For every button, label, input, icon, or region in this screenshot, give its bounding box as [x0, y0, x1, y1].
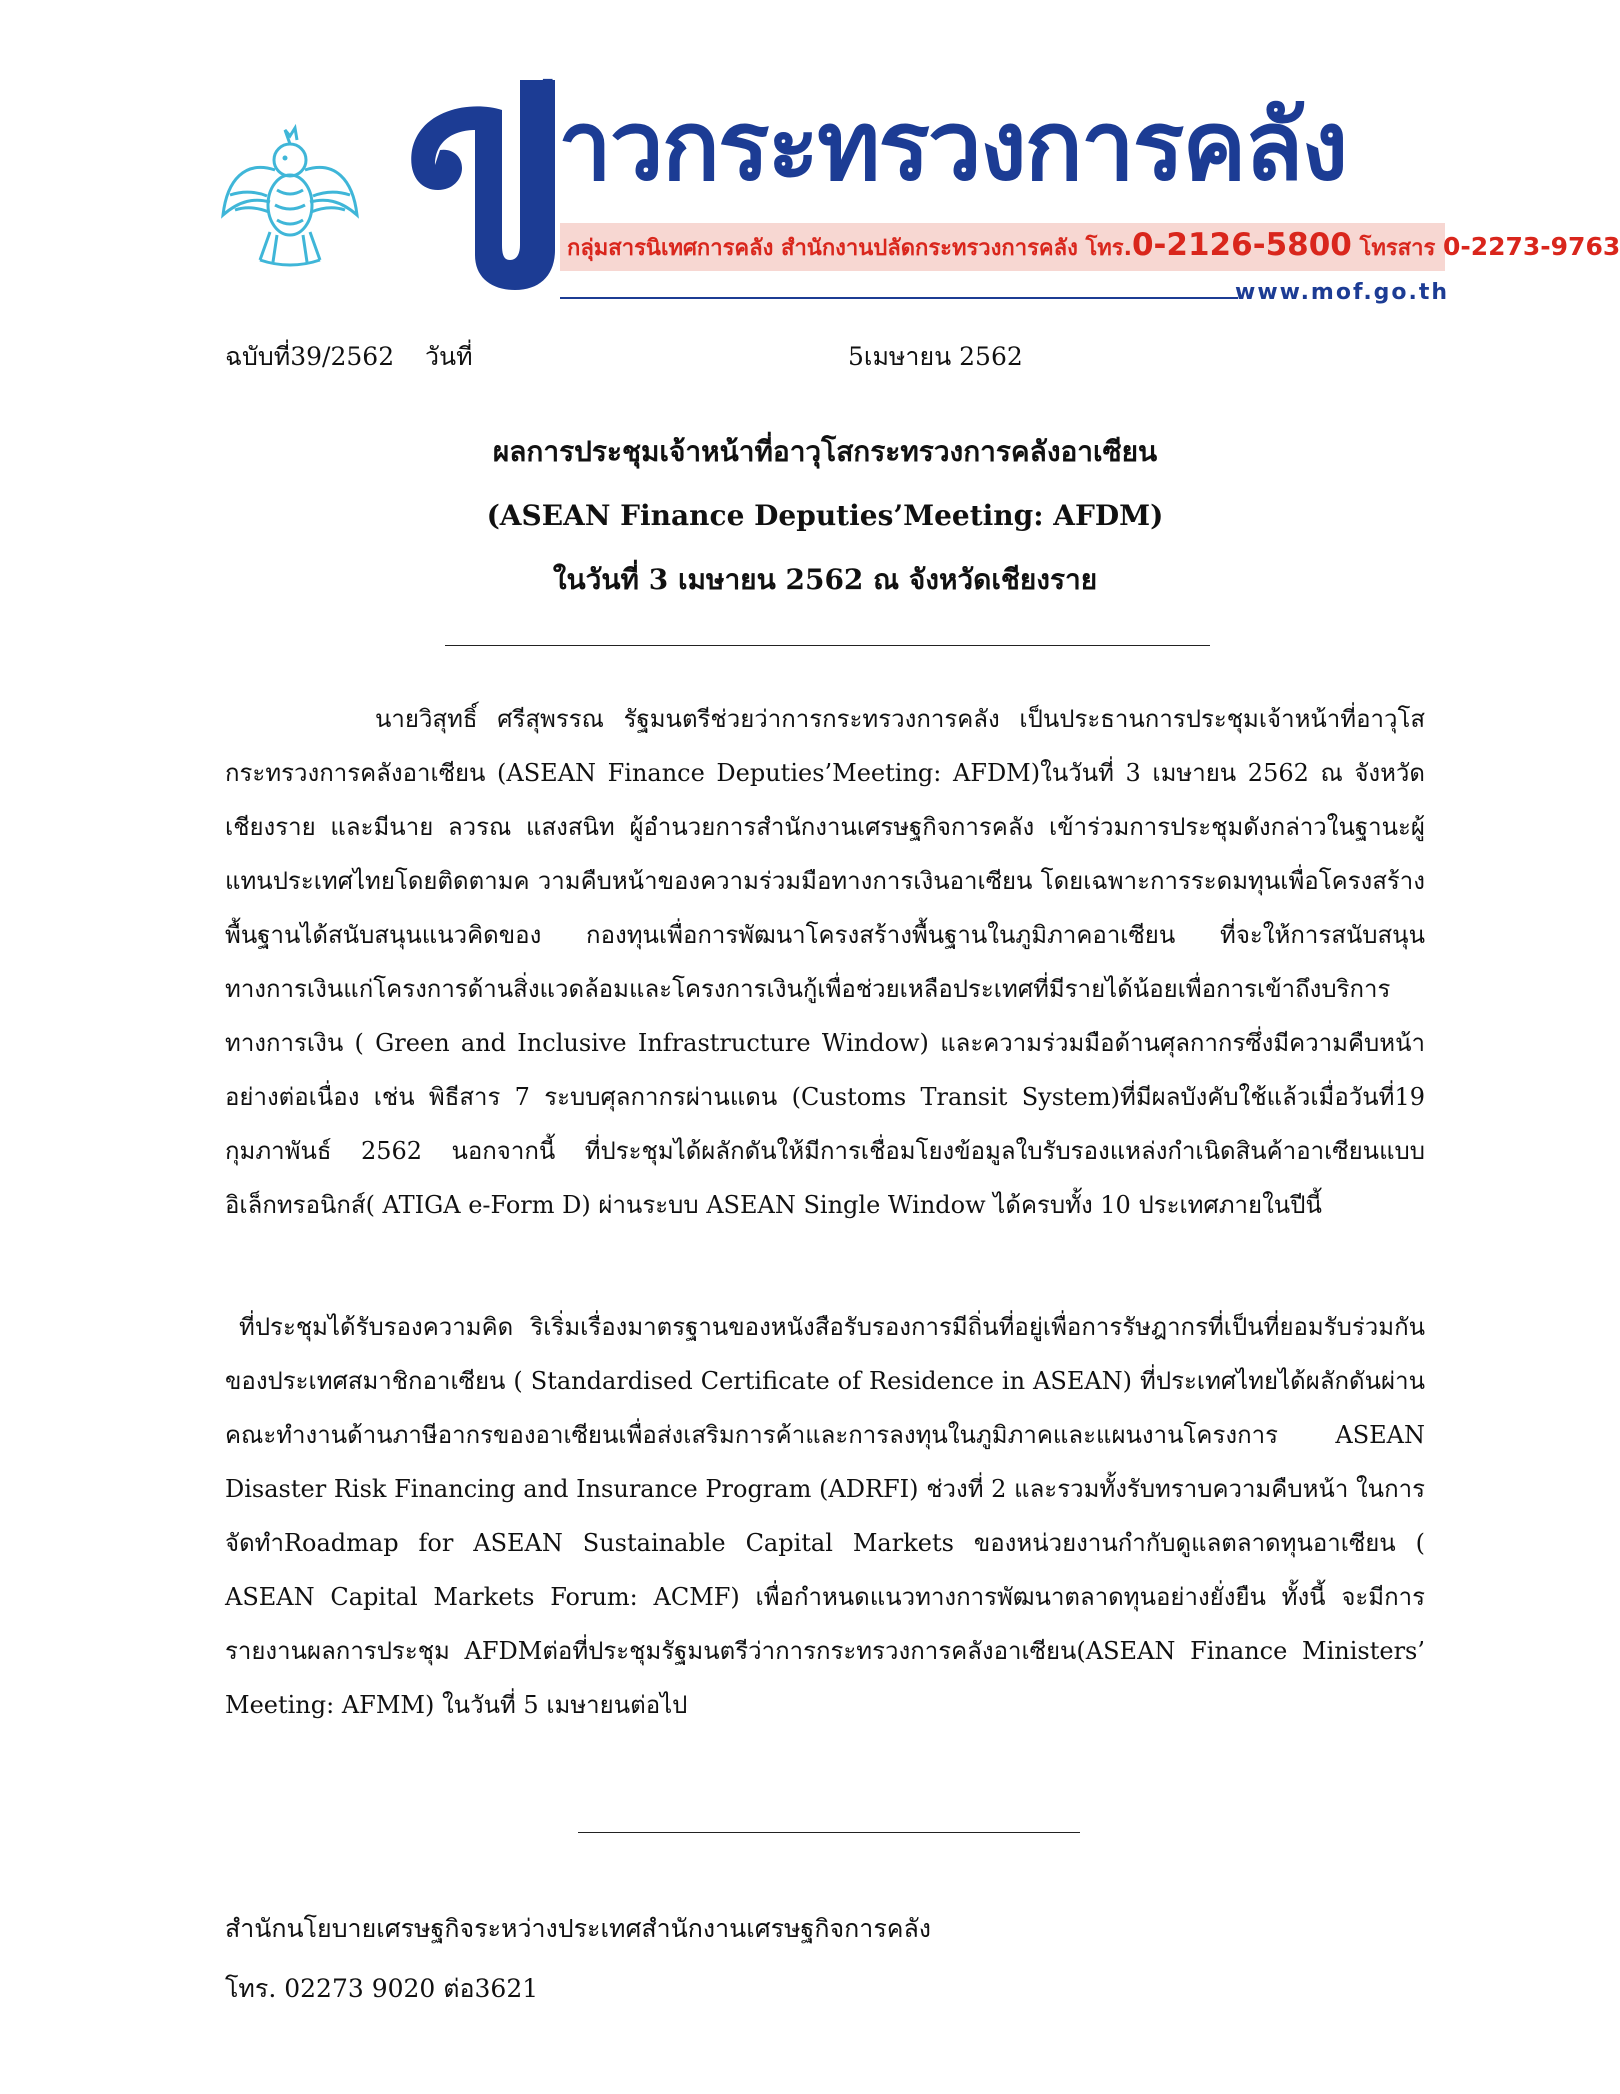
contact-prefix: กลุ่มสารนิเทศการคลัง สำนักงานปลัดกระทรวงการคลัง โทร.: [567, 236, 1132, 261]
website-link[interactable]: www.mof.go.th: [1235, 280, 1450, 305]
issue-date-label: วันที่: [425, 342, 473, 371]
masthead-title: ่าวกระทรวงการคลัง: [560, 90, 1347, 202]
body-end-divider: [578, 1832, 1080, 1833]
contact-fax: 0-2273-9763: [1442, 232, 1620, 261]
contact-fax-label: โทรสาร: [1359, 236, 1436, 261]
masthead-initial-letter: [400, 80, 575, 295]
garuda-emblem-icon: [215, 120, 365, 270]
news-title: [225, 420, 1425, 612]
body-paragraph-2: ที่ประชุมได้รับรองความคิด ริเริ่มเรื่องมาตรฐานของหนังสือรับรองการมีถิ่นที่อยู่เพื่อการรัษฎากรที่เป็นที่ยอมรับร่วมกันของประเทศสมาชิกอาเซียน ( Standardised Certificate of Residence in ASEAN) ที่ประเทศไทยได้ผลักดันผ่านคณะทำงานด้านภาษีอากรของอาเซียนเพื่อส่งเสริมการค้าและการลงทุนในภูมิภาคและแผนงานโครงการ ASEAN Disaster Risk Financing and Insurance Program (ADRFI) ช่วงที่ 2 และรวมทั้งรับทราบความคืบหน้า ในการจัดทำRoadmap for ASEAN Sustainable Capital Markets ของหน่วยงานกำกับดูแลตลาดทุนอาเซียน ( ASEAN Capital Markets Forum: ACMF) เพื่อกำหนดแนวทางการพัฒนาตลาดทุนอย่างยั่งยืน ทั้งนี้ จะมีการรายงานผลการประชุม AFDMต่อที่ประชุมรัฐมนตรีว่าการกระทรวงการคลังอาเซียน(ASEAN Finance Ministers’ Meeting: AFMM) ในวันที่ 5 เมษายนต่อไป: [225, 1313, 1425, 1719]
title-line-2: (ASEAN Finance Deputies’Meeting: AFDM): [486, 499, 1164, 532]
masthead-contact: [567, 227, 1620, 263]
contact-phone: 0-2126-5800: [1131, 227, 1352, 263]
title-divider: [445, 645, 1210, 646]
issue-number: ฉบับที่39/2562: [225, 342, 395, 371]
footer-phone: โทร. 02273 9020 ต่อ3621: [225, 1974, 539, 2003]
masthead-divider: [560, 297, 1238, 299]
title-line-3: ในวันที่ 3 เมษายน 2562 ณ จังหวัดเชียงราย: [552, 563, 1098, 596]
body-paragraph-1: นายวิสุทธิ์ ศรีสุพรรณ รัฐมนตรีช่วยว่าการกระทรวงการคลัง เป็นประธานการประชุมเจ้าหน้าที่อาวุโสกระทรวงการคลังอาเซียน (ASEAN Finance Deputies’Meeting: AFDM)ในวันที่ 3 เมษายน 2562 ณ จังหวัดเชียงราย และมีนาย ลวรณ แสงสนิท ผู้อำนวยการสำนักงานเศรษฐกิจการคลัง เข้าร่วมการประชุมดังกล่าวในฐานะผู้แทนประเทศไทยโดยติดตามค วามคืบหน้าของความร่วมมือทางการเงินอาเซียน โดยเฉพาะการระดมทุนเพื่อโครงสร้างพื้นฐานได้สนับสนุนแนวคิดของ กองทุนเพื่อการพัฒนาโครงสร้างพื้นฐานในภูมิภาคอาเซียน ที่จะให้การสนับสนุนทางการเงินแก่โครงการด้านสิ่งแวดล้อมและโครงการเงินกู้เพื่อช่วยเหลือประเทศที่มีรายได้น้อยเพื่อการเข้าถึงบริการทางการเงิน ( Green and Inclusive Infrastructure Window) และความร่วมมือด้านศุลกากรซึ่งมีความคืบหน้าอย่างต่อเนื่อง เช่น พิธีสาร 7 ระบบศุลกากรผ่านแดน (Customs Transit System)ที่มีผลบังคับใช้แล้วเมื่อวันที่19 กุมภาพันธ์ 2562 นอกจากนี้ ที่ประชุมได้ผลักดันให้มีการเชื่อมโยงข้อมูลใบรับรองแหล่งกำเนิดสินค้าอาเซียนแบบอิเล็กทรอนิกส์( ATIGA e-Form D) ผ่านระบบ ASEAN Single Window ได้ครบทั้ง 10 ประเทศภายในปีนี้: [225, 705, 1425, 1219]
title-line-1: ผลการประชุมเจ้าหน้าที่อาวุโสกระทรวงการคลังอาเซียน: [492, 435, 1158, 468]
footer-office: สำนักนโยบายเศรษฐกิจระหว่างประเทศสำนักงานเศรษฐกิจการคลัง: [225, 1914, 931, 1943]
masthead: [215, 80, 1620, 310]
issue-date: 5เมษายน 2562: [848, 342, 1023, 371]
